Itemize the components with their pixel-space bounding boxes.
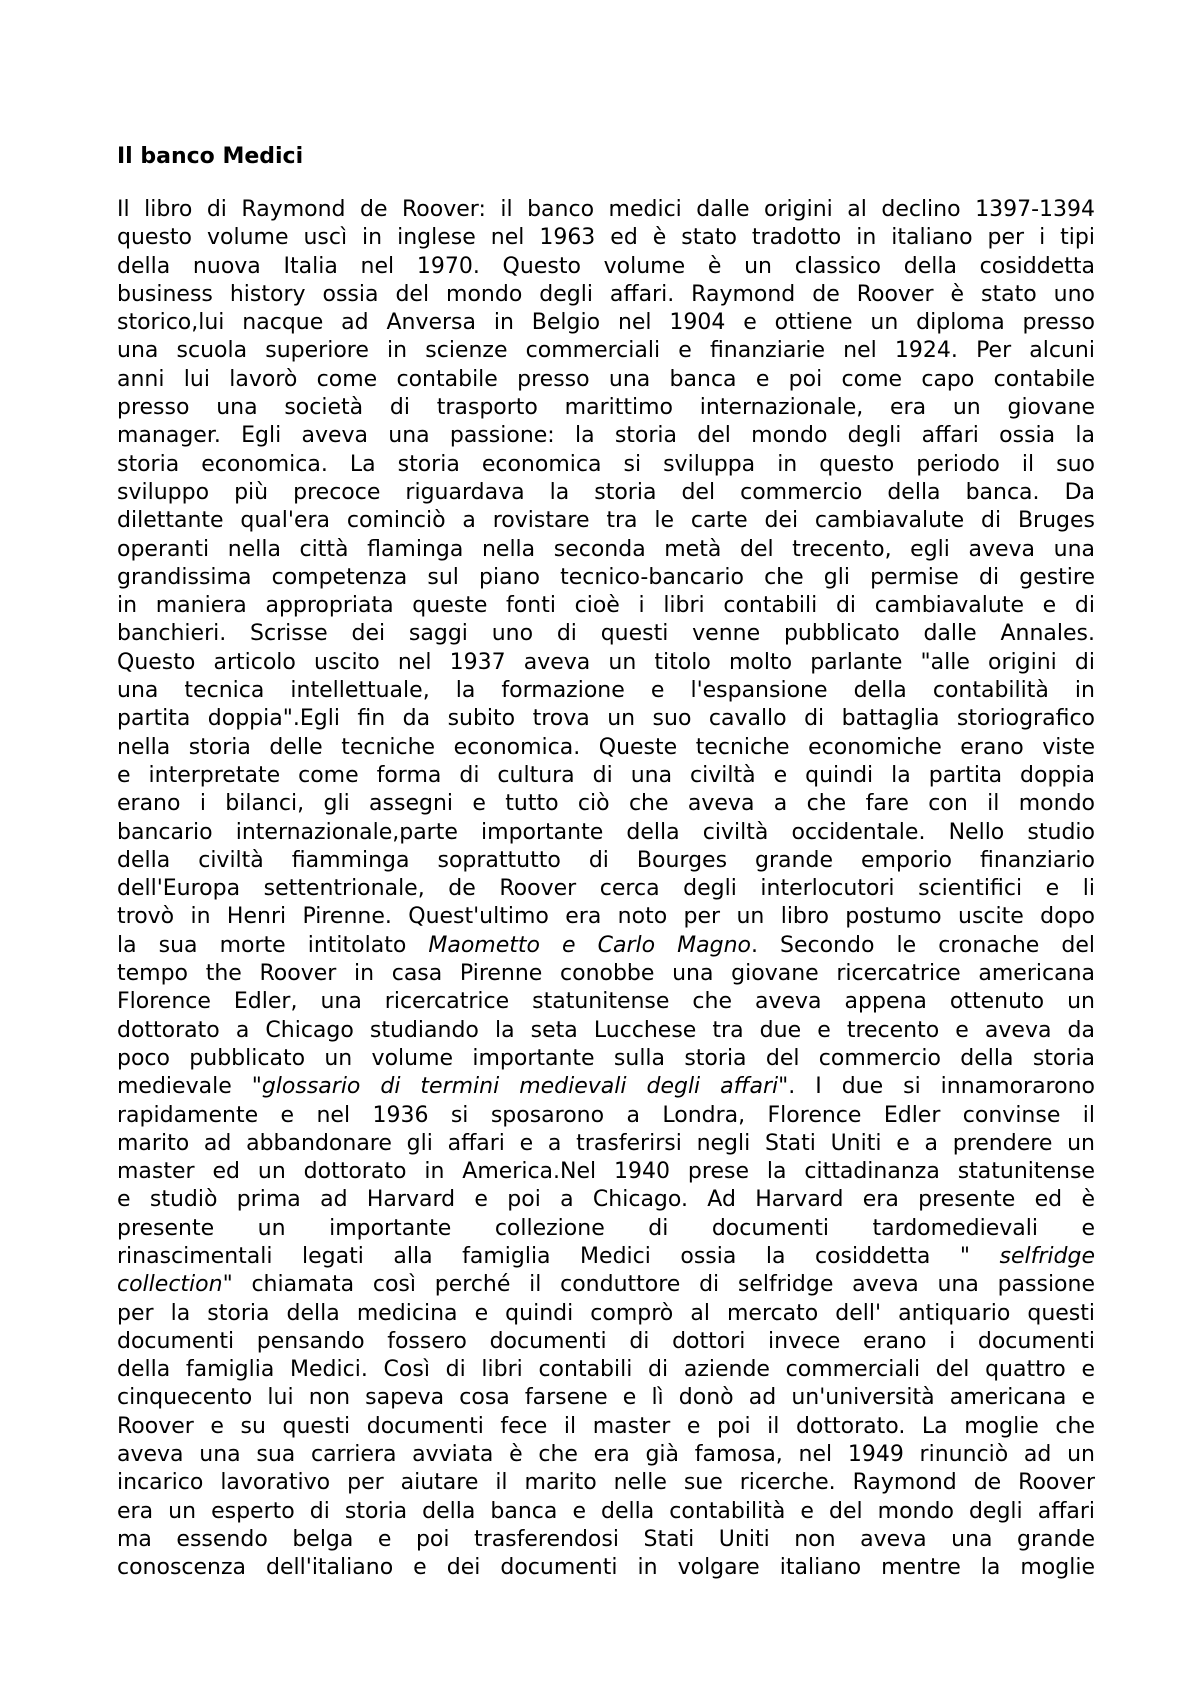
- text-segment: in maniera appropriata queste fonti cioè i libri contabili di cambiavalute e di: [117, 593, 1095, 619]
- text-segment: master ed un dottorato in America.Nel 1940 prese la cittadinanza statunitense: [117, 1159, 1095, 1185]
- text-segment: Il libro di Raymond de Roover: il banco medici dalle origini al declino 1397-1394: [117, 197, 1095, 222]
- text-line: [117, 1526, 1095, 1554]
- text-segment: incarico lavorativo per aiutare il marito nelle sue ricerche. Raymond de Roover: [117, 1470, 1095, 1496]
- text-segment: rapidamente e nel 1936 si sposarono a Londra, Florence Edler convinse il: [117, 1102, 1095, 1128]
- text-line: [117, 451, 1095, 479]
- text-segment: medievale ": [117, 1074, 262, 1100]
- text-line: [117, 1441, 1095, 1469]
- text-segment: anni lui lavorò come contabile presso una banca e poi come capo contabile: [117, 366, 1095, 392]
- text-line: [117, 1186, 1095, 1214]
- text-segment: dottorato a Chicago studiando la seta Lucchese tra due e trecento e aveva da: [117, 1017, 1095, 1043]
- text-line: [117, 677, 1095, 705]
- text-line: [117, 1215, 1095, 1243]
- text-segment: banchieri. Scrisse dei saggi uno di questi venne pubblicato dalle Annales.: [117, 621, 1095, 647]
- document-body: [117, 196, 1095, 1583]
- text-segment: Questo articolo uscito nel 1937 aveva un titolo molto parlante "alle origini di: [117, 649, 1095, 675]
- text-segment: cinquecento lui non sapeva cosa farsene e lì donò ad un'università americana e: [117, 1385, 1095, 1411]
- text-segment: rinascimentali legati alla famiglia Medici ossia la cosiddetta ": [117, 1243, 1000, 1269]
- text-line: [117, 875, 1095, 903]
- text-segment: " chiamata così perché il conduttore di selfridge aveva una passione: [222, 1272, 1095, 1298]
- text-segment: era un esperto di storia della banca e della contabilità e del mondo degli affari: [117, 1498, 1095, 1524]
- text-segment: della civiltà fiamminga soprattutto di Bourges grande emporio finanziario: [117, 847, 1095, 873]
- text-line: [117, 790, 1095, 818]
- text-segment: una tecnica intellettuale, la formazione e l'espansione della contabilità in: [117, 678, 1095, 704]
- italic-text: collection: [117, 1272, 223, 1298]
- text-segment: ". I due si innamorarono: [778, 1074, 1095, 1100]
- text-segment: e interpretate come forma di cultura di una civiltà e quindi la partita doppia: [117, 762, 1095, 788]
- text-line: [117, 422, 1095, 450]
- text-line: [117, 309, 1095, 337]
- text-line: [117, 1158, 1095, 1186]
- text-line: [117, 1413, 1095, 1441]
- text-segment: questo volume uscì in inglese nel 1963 ed è stato tradotto in italiano per i tipi: [117, 225, 1095, 251]
- text-line: [117, 479, 1095, 507]
- text-line: [117, 1045, 1095, 1073]
- text-segment: grandissima competenza sul piano tecnico-bancario che gli permise di gestire: [117, 564, 1095, 590]
- text-segment: storia economica. La storia economica si sviluppa in questo periodo il suo: [117, 451, 1095, 477]
- text-segment: trovò in Henri Pirenne. Quest'ultimo era noto per un libro postumo uscite dopo: [117, 904, 1095, 930]
- document-title: Il banco Medici: [117, 144, 304, 169]
- text-segment: partita doppia".Egli fin da subito trova un suo cavallo di battaglia storiografico: [117, 706, 1095, 732]
- text-line: [117, 903, 1095, 931]
- text-line: [117, 819, 1095, 847]
- text-segment: nella storia delle tecniche economica. Queste tecniche economiche erano viste: [117, 734, 1095, 760]
- text-line: [117, 960, 1095, 988]
- text-line: [117, 1300, 1095, 1328]
- text-line: [117, 1271, 1095, 1299]
- text-line: [117, 1356, 1095, 1384]
- text-line: [117, 762, 1095, 790]
- text-line: [117, 932, 1095, 960]
- text-line: [117, 1017, 1095, 1045]
- text-line: [117, 196, 1095, 224]
- text-line: [117, 366, 1095, 394]
- text-segment: operanti nella città flaminga nella seconda metà del trecento, egli aveva una: [117, 536, 1095, 562]
- text-segment: documenti pensando fossero documenti di dottori invece erano i documenti: [117, 1328, 1095, 1354]
- text-segment: della nuova Italia nel 1970. Questo volume è un classico della cosiddetta: [117, 253, 1095, 279]
- text-line: [117, 1243, 1095, 1271]
- text-segment: ma essendo belga e poi trasferendosi Stati Uniti non aveva una grande: [117, 1526, 1095, 1552]
- text-segment: la sua morte intitolato: [117, 932, 429, 958]
- text-segment: e studiò prima ad Harvard e poi a Chicago. Ad Harvard era presente ed è: [117, 1187, 1095, 1213]
- text-segment: Roover e su questi documenti fece il master e poi il dottorato. La moglie che: [117, 1413, 1095, 1439]
- text-line: [117, 1498, 1095, 1526]
- italic-text: glossario di termini medievali degli affari: [261, 1074, 779, 1100]
- text-line: [117, 734, 1095, 762]
- text-line: [117, 1073, 1095, 1101]
- text-segment: presso una società di trasporto marittimo internazionale, era un giovane: [117, 395, 1095, 421]
- text-segment: aveva una sua carriera avviata è che era già famosa, nel 1949 rinunciò ad un: [117, 1442, 1095, 1468]
- text-line: [117, 620, 1095, 648]
- text-segment: della famiglia Medici. Così di libri contabili di aziende commerciali del quattro e: [117, 1357, 1095, 1383]
- text-segment: erano i bilanci, gli assegni e tutto ciò che aveva a che fare con il mondo: [117, 791, 1095, 817]
- text-line: [117, 1469, 1095, 1497]
- text-line: [117, 1328, 1095, 1356]
- text-segment: manager. Egli aveva una passione: la storia del mondo degli affari ossia la: [117, 423, 1095, 449]
- text-segment: una scuola superiore in scienze commerciali e finanziarie nel 1924. Per alcuni: [117, 338, 1095, 364]
- text-line: [117, 1554, 1095, 1582]
- text-line: [117, 536, 1095, 564]
- text-line: [117, 394, 1095, 422]
- text-segment: business history ossia del mondo degli affari. Raymond de Roover è stato uno: [117, 281, 1095, 307]
- text-segment: conoscenza dell'italiano e dei documenti in volgare italiano mentre la moglie: [117, 1555, 1095, 1581]
- text-line: [117, 1384, 1095, 1412]
- text-line: [117, 507, 1095, 535]
- text-segment: storico,lui nacque ad Anversa in Belgio nel 1904 e ottiene un diploma presso: [117, 310, 1095, 336]
- text-segment: dell'Europa settentrionale, de Roover cerca degli interlocutori scientifici e li: [117, 876, 1095, 902]
- text-segment: dilettante qual'era cominciò a rovistare tra le carte dei cambiavalute di Bruges: [117, 508, 1095, 534]
- text-line: [117, 1102, 1095, 1130]
- text-segment: presente un importante collezione di documenti tardomedievali e: [117, 1215, 1095, 1241]
- text-line: [117, 1130, 1095, 1158]
- text-line: [117, 253, 1095, 281]
- text-line: [117, 705, 1095, 733]
- text-line: [117, 592, 1095, 620]
- text-line: [117, 988, 1095, 1016]
- text-line: [117, 337, 1095, 365]
- text-segment: Florence Edler, una ricercatrice statunitense che aveva appena ottenuto un: [117, 989, 1095, 1015]
- text-segment: sviluppo più precoce riguardava la storia del commercio della banca. Da: [117, 479, 1095, 505]
- text-segment: per la storia della medicina e quindi comprò al mercato dell' antiquario questi: [117, 1300, 1095, 1326]
- text-segment: tempo the Roover in casa Pirenne conobbe una giovane ricercatrice americana: [117, 961, 1095, 987]
- text-line: [117, 564, 1095, 592]
- text-line: [117, 224, 1095, 252]
- italic-text: Maometto e Carlo Magno: [428, 932, 751, 958]
- text-segment: bancario internazionale,parte importante della civiltà occidentale. Nello studio: [117, 819, 1095, 845]
- text-segment: . Secondo le cronache del: [750, 932, 1095, 958]
- text-line: [117, 281, 1095, 309]
- text-line: [117, 649, 1095, 677]
- text-line: [117, 847, 1095, 875]
- italic-text: selfridge: [999, 1243, 1095, 1269]
- text-segment: marito ad abbandonare gli affari e a trasferirsi negli Stati Uniti e a prendere un: [117, 1130, 1095, 1156]
- text-segment: poco pubblicato un volume importante sulla storia del commercio della storia: [117, 1045, 1095, 1071]
